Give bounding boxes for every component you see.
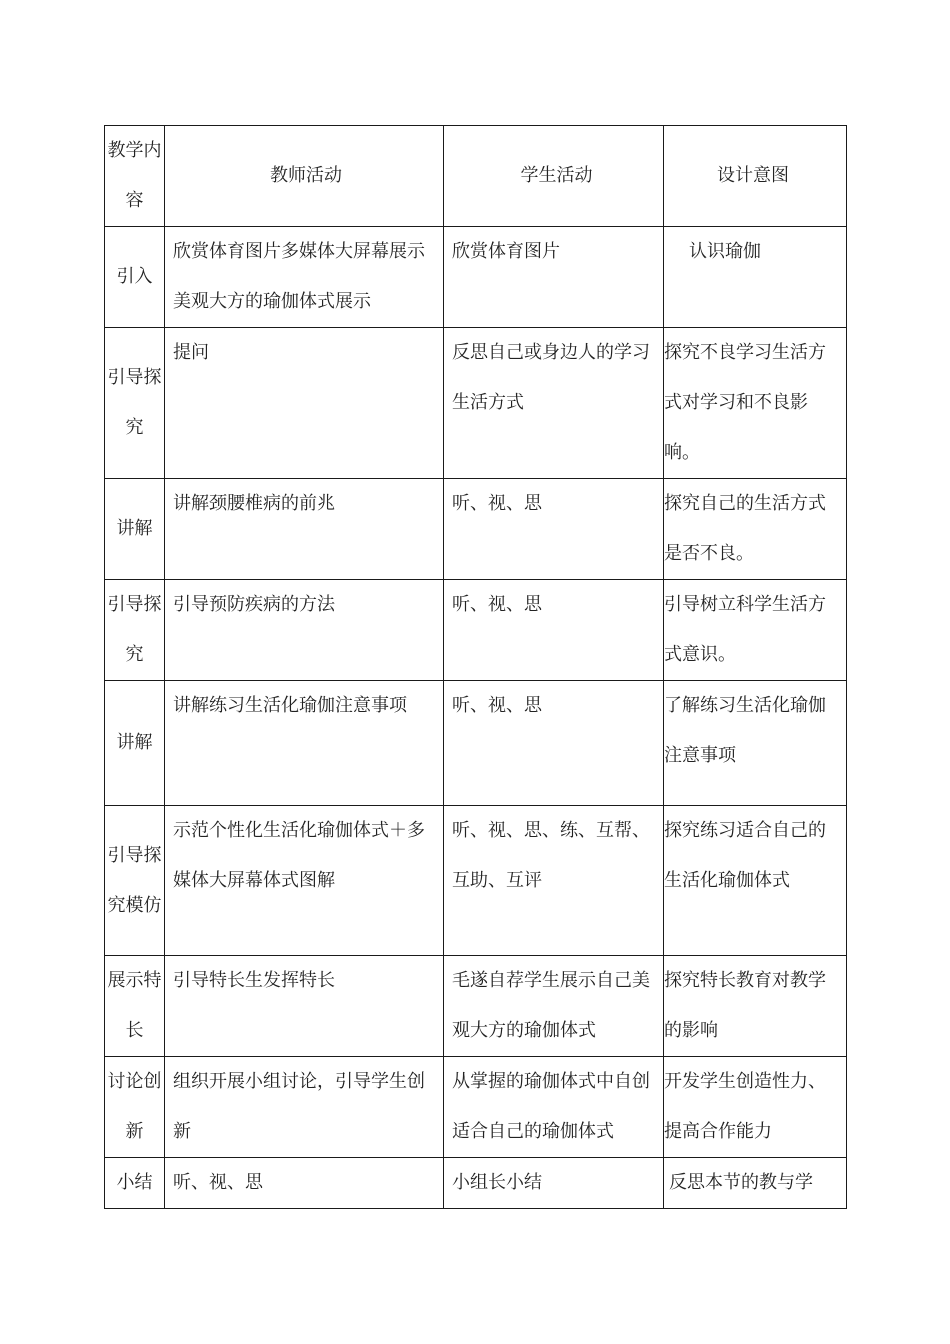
table-row — [105, 806, 847, 956]
lesson-plan-table — [104, 125, 847, 1209]
table-header-row — [105, 126, 847, 227]
table-row — [105, 1057, 847, 1158]
cell-student: 听、视、思 — [444, 580, 664, 681]
header-student-activity: 学生活动 — [444, 126, 664, 227]
cell-student: 听、视、思 — [444, 681, 664, 806]
cell-intent: 探究不良学习生活方式对学习和不良影响。 — [664, 328, 847, 479]
cell-content: 引导探究模仿 — [105, 806, 165, 956]
cell-student: 听、视、思 — [444, 479, 664, 580]
table-row — [105, 227, 847, 328]
cell-intent: 探究特长教育对教学的影响 — [664, 956, 847, 1057]
cell-teacher: 听、视、思 — [165, 1158, 444, 1209]
cell-intent: 认识瑜伽 — [664, 227, 847, 328]
cell-content: 引导探究 — [105, 328, 165, 479]
cell-teacher: 讲解练习生活化瑜伽注意事项 — [165, 681, 444, 806]
cell-student: 小组长小结 — [444, 1158, 664, 1209]
cell-teacher: 欣赏体育图片多媒体大屏幕展示美观大方的瑜伽体式展示 — [165, 227, 444, 328]
table-row — [105, 1158, 847, 1209]
cell-intent: 引导树立科学生活方式意识。 — [664, 580, 847, 681]
cell-teacher: 组织开展小组讨论，引导学生创新 — [165, 1057, 444, 1158]
table-row — [105, 328, 847, 479]
cell-student: 从掌握的瑜伽体式中自创适合自己的瑜伽体式 — [444, 1057, 664, 1158]
cell-content: 引导探究 — [105, 580, 165, 681]
cell-content: 讲解 — [105, 479, 165, 580]
cell-content: 小结 — [105, 1158, 165, 1209]
cell-content: 讨论创新 — [105, 1057, 165, 1158]
table-row — [105, 580, 847, 681]
cell-student: 反思自己或身边人的学习生活方式 — [444, 328, 664, 479]
cell-content: 展示特长 — [105, 956, 165, 1057]
cell-student: 欣赏体育图片 — [444, 227, 664, 328]
cell-content: 引入 — [105, 227, 165, 328]
cell-intent: 开发学生创造性力、提高合作能力 — [664, 1057, 847, 1158]
cell-intent: 反思本节的教与学 — [664, 1158, 847, 1209]
header-teaching-content: 教学内容 — [105, 126, 165, 227]
cell-teacher: 示范个性化生活化瑜伽体式＋多媒体大屏幕体式图解 — [165, 806, 444, 956]
table-row — [105, 479, 847, 580]
cell-teacher: 提问 — [165, 328, 444, 479]
cell-student: 毛遂自荐学生展示自己美观大方的瑜伽体式 — [444, 956, 664, 1057]
cell-intent: 探究练习适合自己的生活化瑜伽体式 — [664, 806, 847, 956]
table-row — [105, 956, 847, 1057]
table-row — [105, 681, 847, 806]
cell-teacher: 引导预防疾病的方法 — [165, 580, 444, 681]
cell-teacher: 讲解颈腰椎病的前兆 — [165, 479, 444, 580]
header-design-intent: 设计意图 — [664, 126, 847, 227]
cell-student: 听、视、思、练、互帮、互助、互评 — [444, 806, 664, 956]
cell-teacher: 引导特长生发挥特长 — [165, 956, 444, 1057]
header-teacher-activity: 教师活动 — [165, 126, 444, 227]
cell-content: 讲解 — [105, 681, 165, 806]
cell-intent: 了解练习生活化瑜伽注意事项 — [664, 681, 847, 806]
cell-intent: 探究自己的生活方式是否不良。 — [664, 479, 847, 580]
